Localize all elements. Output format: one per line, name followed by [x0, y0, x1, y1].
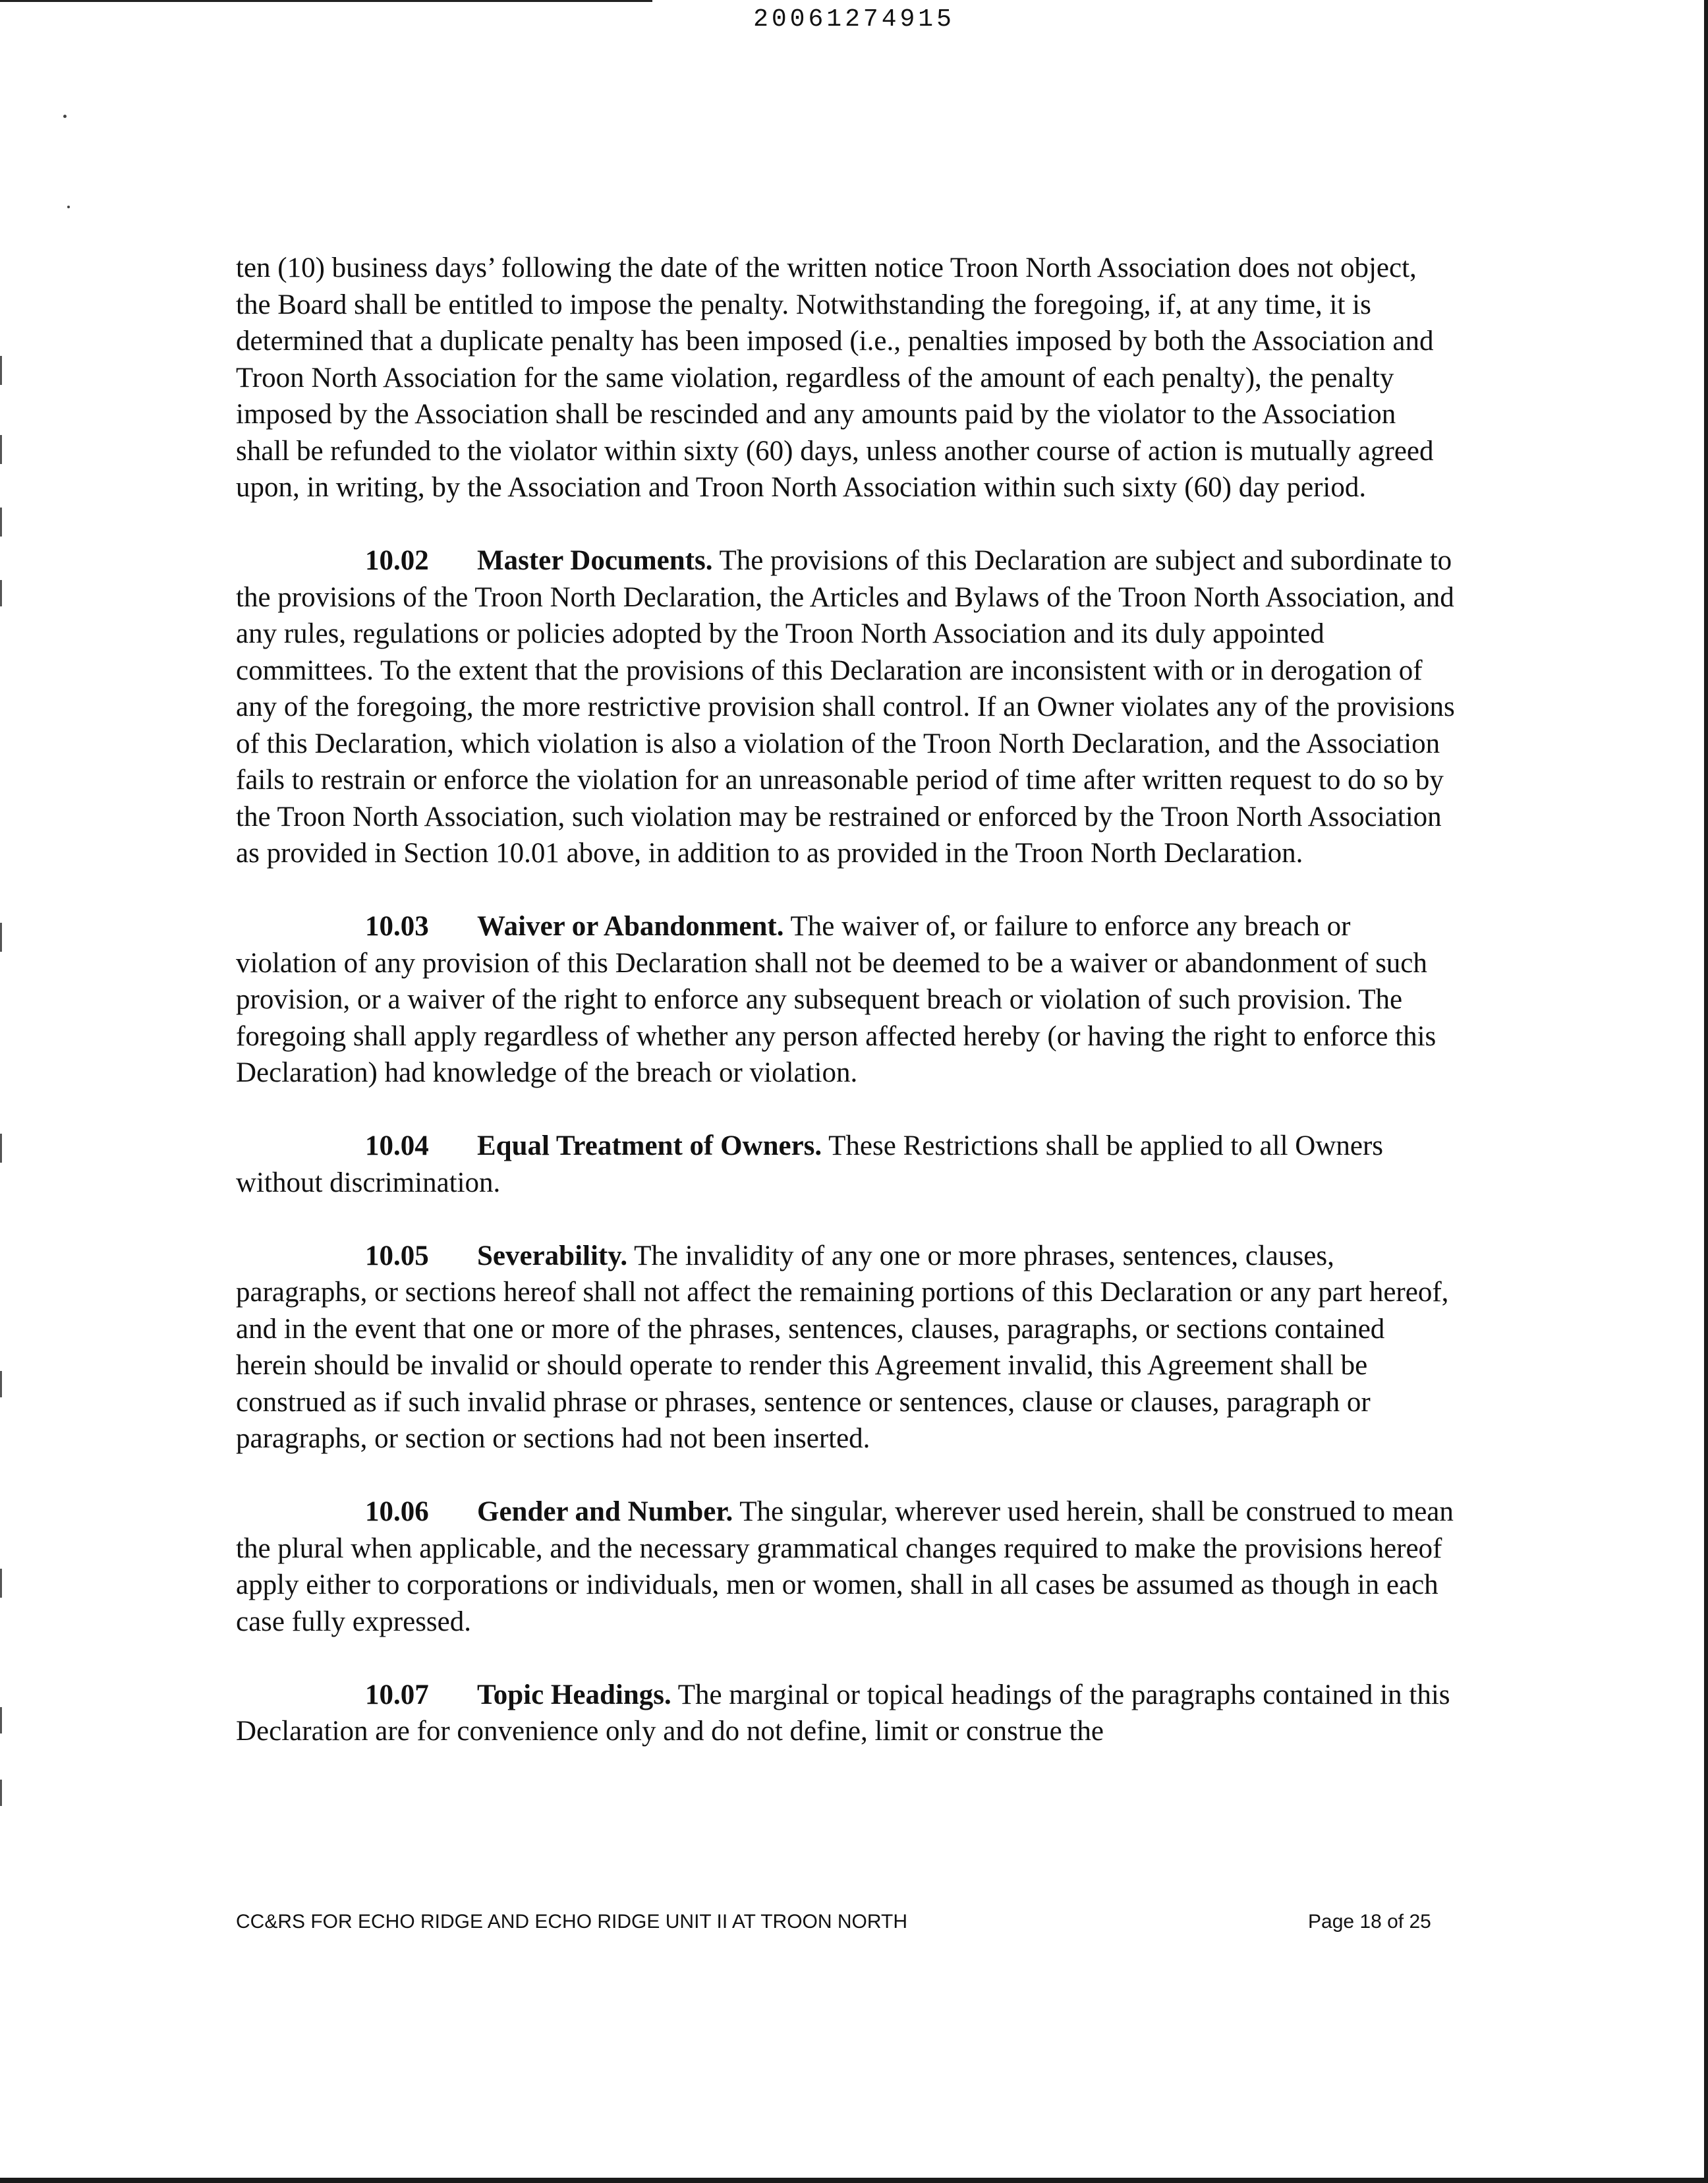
document-body	[236, 250, 1455, 1786]
section-number: 10.05	[365, 1240, 429, 1271]
scan-left-tick	[0, 435, 2, 464]
section-number: 10.03	[365, 911, 429, 942]
footer-document-title: CC&RS FOR ECHO RIDGE AND ECHO RIDGE UNIT II AT TROON NORTH	[236, 1911, 908, 1933]
section-text: The singular, wherever used herein, shall be construed to mean the plural when applicable, and the necessary grammatical changes required to make the provisions hereof apply either to corporations or individuals, men or women, shall in all cases be assumed as though in each case fully expressed.	[236, 1496, 1454, 1637]
scan-left-tick	[0, 1371, 2, 1397]
scan-left-tick	[0, 1780, 2, 1806]
page-label: Page 18 of	[1308, 1911, 1404, 1933]
scan-left-tick	[0, 1134, 2, 1163]
section-text: The waiver of, or failure to enforce any breach or violation of any provision of this Declaration shall not be deemed to be a waiver or abandonment of such provision, or a waiver of the right to enforce any subsequent breach or violation of such provision. The foregoing shall apply regardless of whether any person affected hereby (or having the right to enforce this Declaration) had knowledge of the breach or violation.	[236, 911, 1437, 1088]
section-title: Gender and Number.	[477, 1496, 733, 1527]
scan-left-tick	[0, 923, 2, 952]
section-title: Waiver or Abandonment.	[477, 911, 784, 942]
section-number: 10.06	[365, 1496, 429, 1527]
section-title: Topic Headings.	[477, 1679, 671, 1710]
page-total: 25	[1409, 1911, 1431, 1933]
section-10-04	[236, 1128, 1455, 1201]
section-text: The provisions of this Declaration are subject and subordinate to the provisions of the Troon North Declaration, the Articles and Bylaws of the Troon North Association, and any rules, regulations or policies adopted by the Troon North Association and its duly appointed committees. To the extent that the provisions of this Declaration are inconsistent with or in derogation of any of the foregoing, the more restrictive provision shall control. If an Owner violates any of the provisions of this Declaration, which violation is also a violation of the Troon North Declaration, and the Association fails to restrain or enforce the violation for an unreasonable period of time after written request to do so by the Troon North Association, such violation may be restrained or enforced by the Troon North Association as provided in Section 10.01 above, in addition to as provided in the Troon North Declaration.	[236, 545, 1455, 869]
section-10-05	[236, 1238, 1455, 1457]
section-title: Severability.	[477, 1240, 628, 1271]
intro-paragraph: ten (10) business days’ following the date of the written notice Troon North Association does not object, the Board shall be entitled to impose the penalty. Notwithstanding the foregoing, if, at any time, it is determined that a duplicate penalty has been imposed (i.e., penalties imposed by both the Association and Troon North Association for the same violation, regardless of the amount of each penalty), the penalty imposed by the Association shall be rescinded and any amounts paid by the violator to the Association shall be refunded to the violator within sixty (60) days, unless another course of action is mutually agreed upon, in writing, by the Association and Troon North Association within such sixty (60) day period.	[236, 252, 1434, 503]
section-title: Equal Treatment of Owners.	[477, 1130, 822, 1161]
footer-page-number	[1308, 1909, 1431, 1935]
section-10-03	[236, 908, 1455, 1092]
recording-number: 20061274915	[753, 5, 955, 34]
scan-bottom-edge	[0, 2178, 1708, 2183]
scan-top-rule	[0, 0, 652, 2]
scan-left-tick	[0, 1569, 2, 1598]
scan-speck	[63, 115, 67, 118]
section-10-07	[236, 1677, 1455, 1750]
scan-left-tick	[0, 356, 2, 385]
section-10-02	[236, 542, 1455, 872]
section-title: Master Documents.	[477, 545, 713, 576]
section-number: 10.04	[365, 1130, 429, 1161]
section-number: 10.02	[365, 545, 429, 576]
section-text: The invalidity of any one or more phrases, sentences, clauses, paragraphs, or sections hereof shall not affect the remaining portions of this Declaration or any part hereof, and in the event that one or more of the phrases, sentences, clauses, paragraphs, or sections contained herein should be invalid or should operate to render this Agreement invalid, this Agreement shall be construed as if such invalid phrase or phrases, sentence or sentences, clause or clauses, paragraph or paragraphs, or section or sections had not been inserted.	[236, 1240, 1449, 1454]
section-number: 10.07	[365, 1679, 429, 1710]
scan-left-tick	[0, 508, 2, 537]
section-text: The marginal or topical headings of the paragraphs contained in this Declaration are for convenience only and do not define, limit or construe the	[236, 1679, 1450, 1747]
section-text: These Restrictions shall be applied to all Owners without discrimination.	[236, 1130, 1384, 1198]
scan-left-tick	[0, 1707, 2, 1733]
scan-right-edge	[1704, 0, 1708, 2183]
scan-left-tick	[0, 580, 2, 606]
section-10-06	[236, 1494, 1455, 1640]
scan-speck	[67, 206, 70, 208]
